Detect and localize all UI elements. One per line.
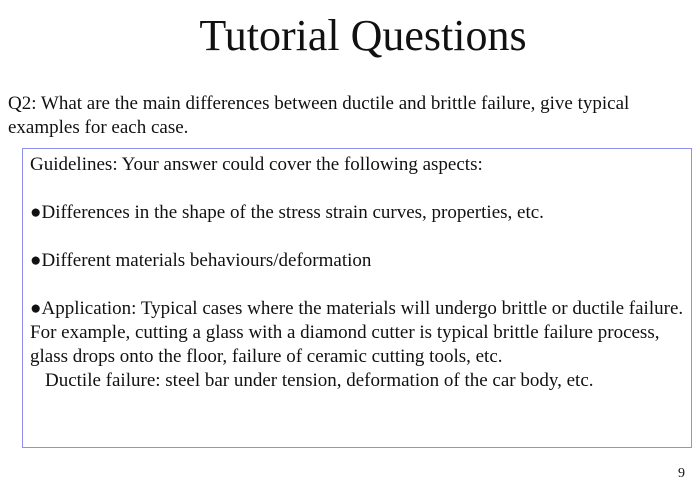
page-number: 9 (678, 466, 685, 481)
guideline-bullet-application: ●Application: Typical cases where the materials will undergo brittle or ductile failure. For example, cutting a glass with a diamond cutter is typical brittle failure process, glass drops onto the floor, failure of ceramic cutting tools, etc. (30, 298, 684, 367)
spacer (30, 177, 684, 201)
ductile-failure-examples: Ductile failure: steel bar under tension, deformation of the car body, etc. (45, 370, 594, 391)
spacer (30, 273, 684, 297)
guideline-bullet-stress-strain: ●Differences in the shape of the stress strain curves, properties, etc. (30, 202, 544, 223)
guidelines-box (22, 148, 692, 448)
guideline-bullet-behaviour: ●Different materials behaviours/deformation (30, 250, 372, 271)
slide-title: Tutorial Questions (199, 11, 527, 60)
spacer (30, 225, 684, 249)
question-text: Q2: What are the main differences between ductile and brittle failure, give typical examples for each case. (8, 93, 630, 138)
guidelines-intro: Guidelines: Your answer could cover the following aspects: (30, 154, 483, 175)
